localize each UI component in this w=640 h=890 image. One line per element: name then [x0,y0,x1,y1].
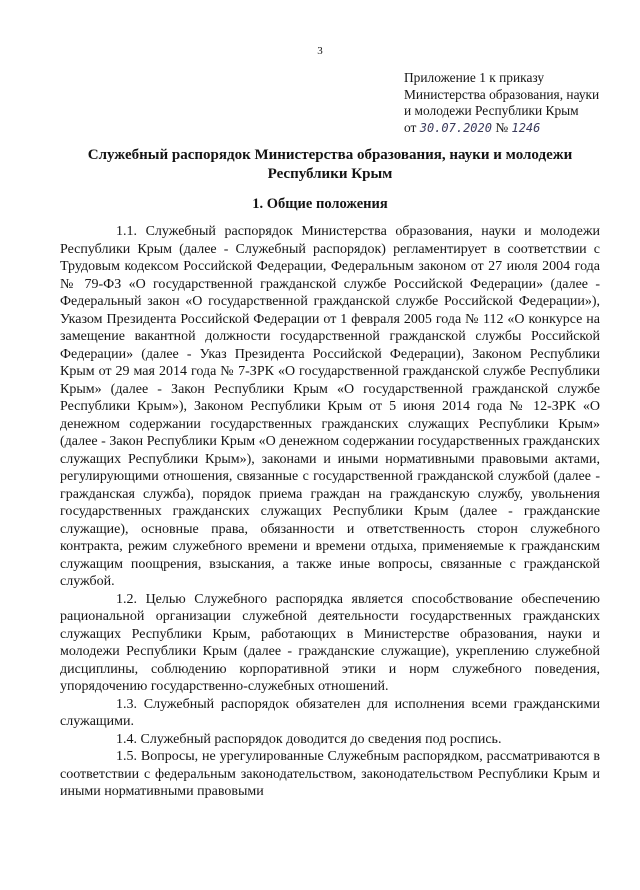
handwritten-date: 30.07.2020 [419,120,492,135]
number-label: № [495,119,509,135]
page-number: 3 [317,45,323,57]
appendix-date-line [404,120,614,137]
appendix-block [404,70,614,136]
document-body [60,223,600,801]
paragraph: 1.4. Служебный распорядок доводится до сведения под роспись. [116,731,502,747]
appendix-date-prefix: от [404,119,417,135]
appendix-line: Приложение 1 к приказу [404,70,545,85]
appendix-line: и молодежи Республики Крым [404,103,579,118]
paragraph: 1.3. Служебный распорядок обязателен для исполнения всеми гражданскими служащими. [60,696,600,729]
handwritten-number: 1246 [511,120,541,135]
document-title: Служебный распорядок Министерства образования, науки и молодежи Республики Крым [87,147,573,182]
section-heading: 1. Общие положения [252,196,388,212]
paragraph: 1.2. Целью Служебного распорядка является способствование обеспечению рациональной организации служебной деятельности государственных гражданских служащих Республики Крым, работающих в Министерстве образования, науки и молодежи Республики Крым (далее - гражданские служащие), укреплению служебной дисциплины, соблюдению корпоративной этики и норм служебного поведения, упорядочению государственно-служебных отношений. [60,591,600,694]
appendix-line: Министерства образования, науки [404,86,600,102]
paragraph: 1.1. Служебный распорядок Министерства образования, науки и молодежи Республики Крым (далее - Служебный распорядок) регламентирует в соответствии с Трудовым кодексом Российской Федерации, Федеральным законом от 27 июля 2004 года № 79-ФЗ «О государственной гражданской службе Российской Федерации» (далее - Федеральный закон «О государственной гражданской службе Российской Федерации»), Указом Президента Российской Федерации от 1 февраля 2005 года № 112 «О конкурсе на замещение вакантной должности государственной гражданской службы Российской Федерации» (далее - Указ Президента Российской Федерации), Законом Республики Крым от 29 мая 2014 года № 7-ЗРК «О государственной гражданской службе Республики Крым» (далее - Закон Республики Крым «О государственной гражданской службе Республики Крым»), Законом Республики Крым от 5 июня 2014 года № 12-ЗРК «О денежном содержании государственных гражданских служащих Республики Крым» (далее - Закон Республики Крым «О денежном содержании государственных гражданских служащих Республики Крым»), законами и иными нормативными правовыми актами, регулирующими отношения, связанные с государственной гражданской службой (далее - гражданская служба), порядок приема граждан на гражданскую службу, увольнения государственных гражданских служащих Республики Крым (далее - гражданские служащие), основные права, обязанности и ответственность сторон служебного контракта, режим служебного времени и времени отдыха, применяемые к гражданским служащим поощрения, взыскания, а также иные вопросы, связанные с гражданской службой. [60,224,600,589]
paragraph: 1.5. Вопросы, не урегулированные Служебным распорядком, рассматриваются в соответствии с федеральным законодательством, законодательством Республики Крым и иными нормативными правовыми [60,749,600,799]
